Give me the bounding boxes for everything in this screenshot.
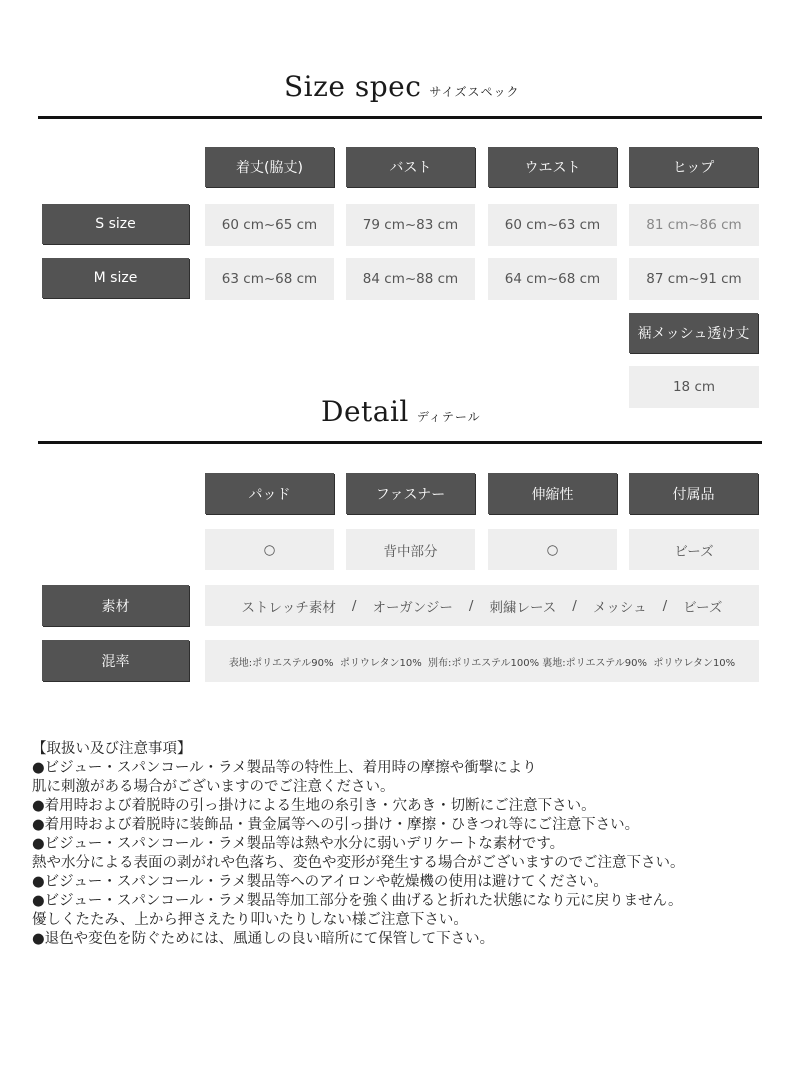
care-note-line: ●退色や変色を防ぐためには、風通しの良い暗所にて保管して下さい。 xyxy=(32,931,495,947)
care-note-line: ●ビジュー・スパンコール・ラメ製品等の特性上、着用時の摩擦や衝撃により xyxy=(32,760,537,776)
care-note-line: 肌に刺激がある場合がございますのでご注意ください。 xyxy=(32,779,395,795)
size-extra-header-mesh: 裾メッシュ透け丈 xyxy=(629,313,758,353)
detail-heading xyxy=(321,395,481,428)
blend-label: 混率 xyxy=(42,640,189,681)
care-note-line: ●ビジュー・スパンコール・ラメ製品等は熱や水分に弱いデリケートな素材です。 xyxy=(32,836,565,852)
size-s-hip: 81 cm~86 cm xyxy=(629,204,759,246)
care-note-line: 優しくたたみ、上から押さえたり叩いたりしない様ご注意下さい。 xyxy=(32,912,468,928)
detail-col-header-accessory: 付属品 xyxy=(629,473,758,514)
size-col-header-bust: バスト xyxy=(346,147,475,187)
care-note-line: ●ビジュー・スパンコール・ラメ製品等へのアイロンや乾燥機の使用は避けてください。 xyxy=(32,874,608,890)
care-notes xyxy=(32,740,792,949)
size-m-hip: 87 cm~91 cm xyxy=(629,258,759,300)
care-note-line: 熱や水分による表面の剥がれや色落ち、変色や変形が発生する場合がございますのでご注意下さい。 xyxy=(32,855,685,871)
material-separator: / xyxy=(351,597,357,614)
material-item: ビーズ xyxy=(683,599,723,616)
blend-value: 表地:ポリエステル90% ポリウレタン10% 別布:ポリエステル100% 裏地:ポリエステル90% ポリウレタン10% xyxy=(205,640,759,682)
detail-stretch-value: ○ xyxy=(488,529,617,570)
size-row-label-m: M size xyxy=(42,258,189,298)
size-s-length: 60 cm~65 cm xyxy=(205,204,334,246)
detail-subtitle: ディテール xyxy=(416,410,481,424)
material-value xyxy=(205,585,759,626)
detail-col-header-zipper: ファスナー xyxy=(346,473,475,514)
size-col-header-waist: ウエスト xyxy=(488,147,617,187)
material-item: 刺繍レース xyxy=(489,599,557,616)
size-s-waist: 60 cm~63 cm xyxy=(488,204,617,246)
care-notes-heading: 【取扱い及び注意事項】 xyxy=(32,741,192,757)
care-note-line: ●着用時および着脱時に装飾品・貴金属等への引っ掛け・摩擦・ひきつれ等にご注意下さい。 xyxy=(32,817,640,833)
material-separator: / xyxy=(662,597,668,614)
size-extra-value-mesh: 18 cm xyxy=(629,366,759,408)
detail-divider xyxy=(38,441,762,444)
material-item: オーガンジー xyxy=(372,599,453,616)
detail-pad-value: ○ xyxy=(205,529,334,570)
size-col-header-hip: ヒップ xyxy=(629,147,758,187)
size-m-bust: 84 cm~88 cm xyxy=(346,258,475,300)
material-separator: / xyxy=(572,597,577,614)
size-spec-subtitle: サイズスペック xyxy=(429,85,520,99)
size-spec-heading xyxy=(284,70,519,103)
size-m-waist: 64 cm~68 cm xyxy=(488,258,617,300)
size-s-bust: 79 cm~83 cm xyxy=(346,204,475,246)
care-note-line: ●着用時および着脱時の引っ掛けによる生地の糸引き・穴あき・切断にご注意下さい。 xyxy=(32,798,596,814)
detail-col-header-stretch: 伸縮性 xyxy=(488,473,617,514)
detail-col-header-pad: パッド xyxy=(205,473,334,514)
detail-title: Detail xyxy=(321,395,409,428)
detail-zipper-value: 背中部分 xyxy=(346,529,475,570)
size-spec-title: Size spec xyxy=(284,70,422,103)
material-item: ストレッチ素材 xyxy=(241,599,336,616)
material-item: メッシュ xyxy=(592,599,647,616)
detail-accessory-value: ビーズ xyxy=(629,529,759,570)
size-col-header-length: 着丈(脇丈) xyxy=(205,147,334,187)
care-note-line: ●ビジュー・スパンコール・ラメ製品等加工部分を強く曲げると折れた状態になり元に戻りません。 xyxy=(32,893,683,909)
size-m-length: 63 cm~68 cm xyxy=(205,258,334,300)
material-label: 素材 xyxy=(42,585,189,626)
size-spec-divider xyxy=(38,116,762,119)
size-row-label-s: S size xyxy=(42,204,189,244)
material-separator: / xyxy=(468,597,474,614)
